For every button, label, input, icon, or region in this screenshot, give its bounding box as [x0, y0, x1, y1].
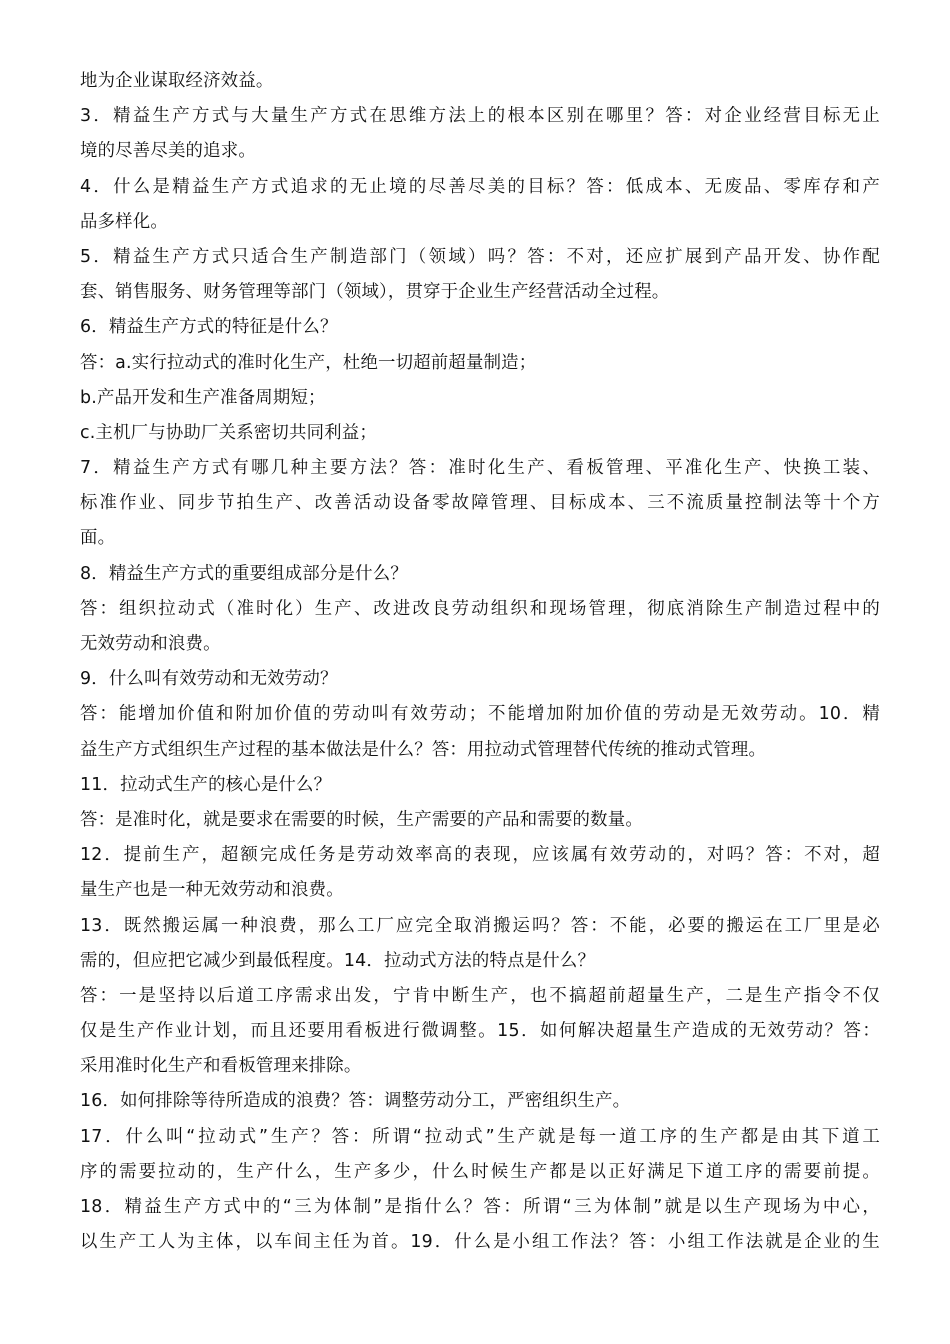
text-line: 5．精益生产方式只适合生产制造部门（领域）吗？答：不对，还应扩展到产品开发、协作配 [80, 246, 880, 267]
document-body [80, 64, 880, 1260]
text-line: 序的需要拉动的，生产什么，生产多少，什么时候生产都是以正好满足下道工序的需要前提。 [80, 1161, 880, 1182]
text-line: 6．精益生产方式的特征是什么？ [80, 317, 338, 338]
text-line: 答：a.实行拉动式的准时化生产，杜绝一切超前超量制造； [80, 352, 537, 373]
text-line: 3．精益生产方式与大量生产方式在思维方法上的根本区别在哪里？答：对企业经营目标无止 [80, 106, 880, 127]
text-line: 7．精益生产方式有哪几种主要方法？答：准时化生产、看板管理、平准化生产、快换工装、 [80, 458, 880, 479]
text-line: 无效劳动和浪费。 [80, 634, 221, 654]
text-line: 答：是准时化，就是要求在需要的时候，生产需要的产品和需要的数量。 [80, 809, 643, 830]
text-line: 4．什么是精益生产方式追求的无止境的尽善尽美的目标？答：低成本、无废品、零库存和产 [80, 176, 880, 197]
text-line: 11．拉动式生产的核心是什么？ [80, 774, 332, 795]
text-line: 面。 [80, 528, 116, 549]
text-line: 13．既然搬运属一种浪费，那么工厂应完全取消搬运吗？答：不能，必要的搬运在工厂里是必 [80, 915, 880, 936]
text-line: 答：一是坚持以后道工序需求出发，宁肯中断生产，也不搞超前超量生产，二是生产指令不仅 [80, 985, 880, 1006]
text-line: 需的，但应把它减少到最低程度。14．拉动式方法的特点是什么？ [80, 950, 596, 971]
text-line: 品多样化。 [80, 211, 168, 232]
text-line: 8．精益生产方式的重要组成部分是什么？ [80, 563, 408, 584]
text-line: 仅是生产作业计划，而且还要用看板进行微调整。15．如何解决超量生产造成的无效劳动？答： [80, 1021, 880, 1042]
text-line: 17．什么叫“拉动式”生产？答：所谓“拉动式”生产就是每一道工序的生产都是由其下道工 [80, 1126, 880, 1147]
text-line: 量生产也是一种无效劳动和浪费。 [80, 880, 344, 901]
text-line: 答：组织拉动式（准时化）生产、改进改良劳动组织和现场管理，彻底消除生产制造过程中的 [80, 598, 880, 619]
text-line: 18．精益生产方式中的“三为体制”是指什么？答：所谓“三为体制”就是以生产现场为中心， [80, 1197, 880, 1217]
text-line: 答：能增加价值和附加价值的劳动叫有效劳动；不能增加附加价值的劳动是无效劳动。10．精 [80, 704, 880, 725]
text-line: 12．提前生产，超额完成任务是劳动效率高的表现，应该属有效劳动的，对吗？答：不对，超 [80, 845, 880, 866]
text-line: 采用准时化生产和看板管理来排除。 [80, 1056, 362, 1077]
text-line: c.主机厂与协助厂关系密切共同利益； [80, 422, 377, 443]
text-line: 标准作业、同步节拍生产、改善活动设备零故障管理、目标成本、三不流质量控制法等十个方 [80, 493, 880, 514]
text-line: 境的尽善尽美的追求。 [80, 141, 256, 162]
text-line: 益生产方式组织生产过程的基本做法是什么？答：用拉动式管理替代传统的推动式管理。 [80, 739, 767, 760]
text-line: 9．什么叫有效劳动和无效劳动？ [80, 669, 338, 690]
text-line: 套、销售服务、财务管理等部门（领域），贯穿于企业生产经营活动全过程。 [80, 282, 670, 303]
text-line: 地为企业谋取经济效益。 [80, 71, 274, 91]
text-line: b.产品开发和生产准备周期短； [80, 387, 326, 408]
text-line: 16．如何排除等待所造成的浪费？答：调整劳动分工，严密组织生产。 [80, 1091, 631, 1112]
text-line: 以生产工人为主体，以车间主任为首。19．什么是小组工作法？答：小组工作法就是企业的生 [80, 1232, 880, 1253]
